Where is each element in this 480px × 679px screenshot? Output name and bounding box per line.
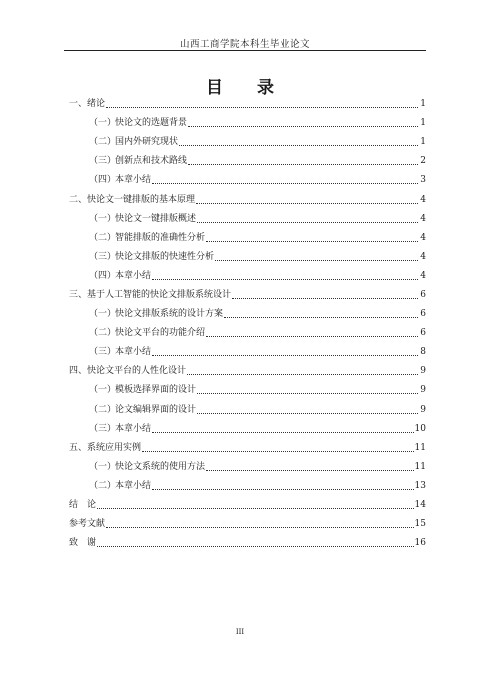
toc-entry-number: （二） xyxy=(89,480,117,491)
toc-entry-number: （一） xyxy=(89,213,117,224)
dot-leader xyxy=(97,546,414,547)
toc-entry-label: 本章小结 xyxy=(115,347,152,358)
toc-entry-label: 论文编辑界面的设计 xyxy=(115,404,197,415)
toc-section-entry[interactable] xyxy=(69,381,426,400)
toc-entry-page-number: 3 xyxy=(420,175,426,186)
toc-entry-page-number: 11 xyxy=(414,442,426,453)
toc-title: 目 录 xyxy=(206,78,288,98)
toc-section-entry[interactable] xyxy=(69,420,426,439)
running-header: 山西工商学院本科生毕业论文 xyxy=(179,39,310,50)
toc-entry-label: 快论文的选题背景 xyxy=(115,118,188,129)
toc-entry-label: 快论文排版系统的设计方案 xyxy=(115,309,224,320)
toc-entry-label: 模板选择界面的设计 xyxy=(115,385,197,396)
toc-entry-page-number: 4 xyxy=(420,232,426,243)
dot-leader xyxy=(152,279,418,280)
toc-chapter-entry[interactable] xyxy=(69,286,426,305)
toc-chapter-entry[interactable] xyxy=(69,496,426,515)
toc-entry-page-number: 9 xyxy=(420,366,426,377)
toc-section-entry[interactable] xyxy=(69,324,426,343)
toc-entry-page-number: 2 xyxy=(420,156,426,167)
toc-entry-page-number: 6 xyxy=(420,289,426,300)
toc-entry-page-number: 1 xyxy=(420,137,426,148)
toc-entry-number: （一） xyxy=(89,309,117,320)
toc-entry-number: （三） xyxy=(89,156,117,167)
toc-entry-number: （四） xyxy=(89,175,117,186)
toc-entry-page-number: 8 xyxy=(420,347,426,358)
dot-leader xyxy=(187,374,418,375)
toc-entry-label: 创新点和技术路线 xyxy=(115,156,188,167)
toc-section-entry[interactable] xyxy=(69,248,426,267)
toc-entry-number: （二） xyxy=(89,137,117,148)
dot-leader xyxy=(206,470,414,471)
toc-entry-number: （三） xyxy=(89,251,117,262)
toc-entry-page-number: 6 xyxy=(420,309,426,320)
toc-entry-number: （三） xyxy=(89,423,117,434)
toc-section-entry[interactable] xyxy=(69,171,426,190)
dot-leader xyxy=(179,145,418,146)
dot-leader xyxy=(206,241,418,242)
toc-entry-number: （二） xyxy=(89,232,117,243)
toc-section-entry[interactable] xyxy=(69,343,426,362)
toc-entry-label: 参考文献 xyxy=(69,519,106,530)
toc-entry-page-number: 6 xyxy=(420,328,426,339)
toc-entry-label: 本章小结 xyxy=(115,480,152,491)
toc-entry-number: （四） xyxy=(89,270,117,281)
toc-entry-page-number: 11 xyxy=(414,461,426,472)
toc-entry-label: 本章小结 xyxy=(115,423,152,434)
toc-entry-label: 三、基于人工智能的快论文排版系统设计 xyxy=(69,289,232,300)
toc-entry-label: 四、快论文平台的人性化设计 xyxy=(69,366,187,377)
toc-entry-label: 一、绪论 xyxy=(69,99,106,110)
toc-chapter-entry[interactable] xyxy=(69,439,426,458)
toc-section-entry[interactable] xyxy=(69,401,426,420)
toc-entry-page-number: 15 xyxy=(414,519,426,530)
toc-entry-number: （一） xyxy=(89,461,117,472)
toc-entry-page-number: 9 xyxy=(420,404,426,415)
dot-leader xyxy=(152,183,418,184)
toc-section-entry[interactable] xyxy=(69,114,426,133)
dot-leader xyxy=(215,260,418,261)
toc-section-entry[interactable] xyxy=(69,477,426,496)
toc-entry-label: 国内外研究现状 xyxy=(115,137,179,148)
toc-entry-number: （一） xyxy=(89,118,117,129)
toc-entry-page-number: 1 xyxy=(420,118,426,129)
toc-entry-label: 致 谢 xyxy=(69,538,97,549)
toc-entry-label: 本章小结 xyxy=(115,270,152,281)
dot-leader xyxy=(152,355,418,356)
toc-entry-number: （三） xyxy=(89,347,117,358)
toc-entry-label: 快论文平台的功能介绍 xyxy=(115,328,206,339)
dot-leader xyxy=(188,164,418,165)
toc-chapter-entry[interactable] xyxy=(69,362,426,381)
dot-leader xyxy=(232,298,418,299)
toc-section-entry[interactable] xyxy=(69,267,426,286)
dot-leader xyxy=(97,508,414,509)
toc-entry-page-number: 9 xyxy=(420,385,426,396)
toc-section-entry[interactable] xyxy=(69,133,426,152)
toc-entry-page-number: 16 xyxy=(414,538,426,549)
toc-entry-label: 二、快论文一键排版的基本原理 xyxy=(69,194,196,205)
toc-entry-page-number: 4 xyxy=(420,213,426,224)
toc-section-entry[interactable] xyxy=(69,229,426,248)
dot-leader xyxy=(206,336,418,337)
toc-entry-page-number: 14 xyxy=(414,500,426,511)
table-of-contents xyxy=(69,95,426,553)
dot-leader xyxy=(197,393,418,394)
toc-entry-page-number: 4 xyxy=(420,270,426,281)
dot-leader xyxy=(152,489,414,490)
dot-leader xyxy=(188,126,418,127)
dot-leader xyxy=(197,413,418,414)
toc-entry-label: 快论文排版的快速性分析 xyxy=(115,251,215,262)
header-rule xyxy=(64,50,426,51)
toc-entry-number: （一） xyxy=(89,385,117,396)
dot-leader xyxy=(196,203,418,204)
toc-section-entry[interactable] xyxy=(69,458,426,477)
dot-leader xyxy=(152,432,414,433)
toc-chapter-entry[interactable] xyxy=(69,534,426,553)
toc-section-entry[interactable] xyxy=(69,305,426,324)
page-number: III xyxy=(235,628,245,636)
toc-section-entry[interactable] xyxy=(69,152,426,171)
toc-chapter-entry[interactable] xyxy=(69,95,426,114)
dot-leader xyxy=(197,222,418,223)
toc-entry-page-number: 10 xyxy=(414,423,426,434)
dot-leader xyxy=(106,527,414,528)
toc-entry-number: （二） xyxy=(89,404,117,415)
toc-entry-number: （二） xyxy=(89,328,117,339)
toc-chapter-entry[interactable] xyxy=(69,190,426,209)
toc-entry-page-number: 4 xyxy=(420,251,426,262)
toc-entry-label: 本章小结 xyxy=(115,175,152,186)
dot-leader xyxy=(142,451,414,452)
toc-entry-label: 智能排版的准确性分析 xyxy=(115,232,206,243)
toc-chapter-entry[interactable] xyxy=(69,515,426,534)
dot-leader xyxy=(224,317,418,318)
toc-entry-label: 快论文系统的使用方法 xyxy=(115,461,206,472)
toc-section-entry[interactable] xyxy=(69,210,426,229)
dot-leader xyxy=(106,107,418,108)
toc-entry-label: 结 论 xyxy=(69,500,97,511)
toc-entry-label: 五、系统应用实例 xyxy=(69,442,142,453)
toc-entry-label: 快论文一键排版概述 xyxy=(115,213,197,224)
toc-entry-page-number: 1 xyxy=(420,99,426,110)
toc-entry-page-number: 4 xyxy=(420,194,426,205)
toc-entry-page-number: 13 xyxy=(414,480,426,491)
